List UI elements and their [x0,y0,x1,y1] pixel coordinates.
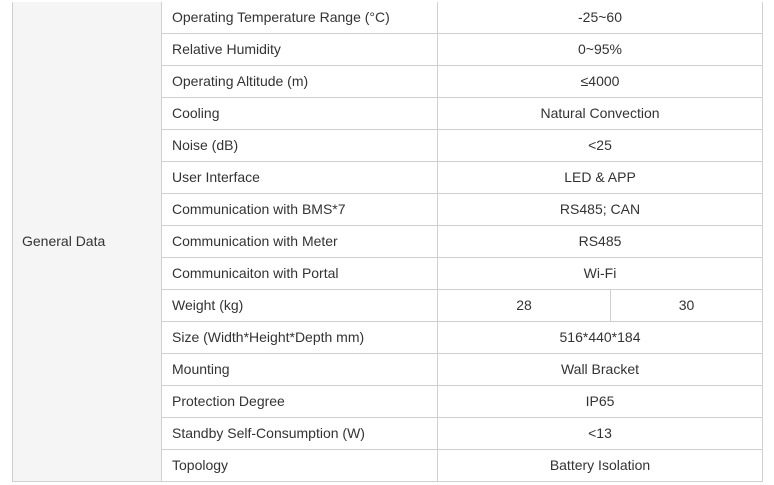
row-label: Communication with Meter [162,226,438,258]
row-value: 516*440*184 [438,322,763,354]
row-label: Topology [162,450,438,482]
row-value-model-2: 30 [611,290,763,322]
row-label: Size (Width*Height*Depth mm) [162,322,438,354]
row-value: Natural Convection [438,98,763,130]
row-value: Wall Bracket [438,354,763,386]
row-label: Relative Humidity [162,34,438,66]
row-label: Standby Self-Consumption (W) [162,418,438,450]
row-value: RS485; CAN [438,194,763,226]
row-value: <25 [438,130,763,162]
table-row [13,2,763,34]
row-label: Cooling [162,98,438,130]
row-label: Operating Temperature Range (°C) [162,2,438,34]
group-label: General Data [13,2,162,482]
spec-table [12,2,763,482]
row-label: Mounting [162,354,438,386]
row-label: Operating Altitude (m) [162,66,438,98]
row-value-model-1: 28 [438,290,611,322]
row-value: -25~60 [438,2,763,34]
row-label: Communicaiton with Portal [162,258,438,290]
row-value: Wi-Fi [438,258,763,290]
row-label: Weight (kg) [162,290,438,322]
row-value: RS485 [438,226,763,258]
row-value: <13 [438,418,763,450]
row-label: Communication with BMS*7 [162,194,438,226]
row-label: Protection Degree [162,386,438,418]
row-label: User Interface [162,162,438,194]
row-label: Noise (dB) [162,130,438,162]
row-value: IP65 [438,386,763,418]
row-value: LED & APP [438,162,763,194]
row-value: 0~95% [438,34,763,66]
row-value: Battery Isolation [438,450,763,482]
row-value: ≤4000 [438,66,763,98]
